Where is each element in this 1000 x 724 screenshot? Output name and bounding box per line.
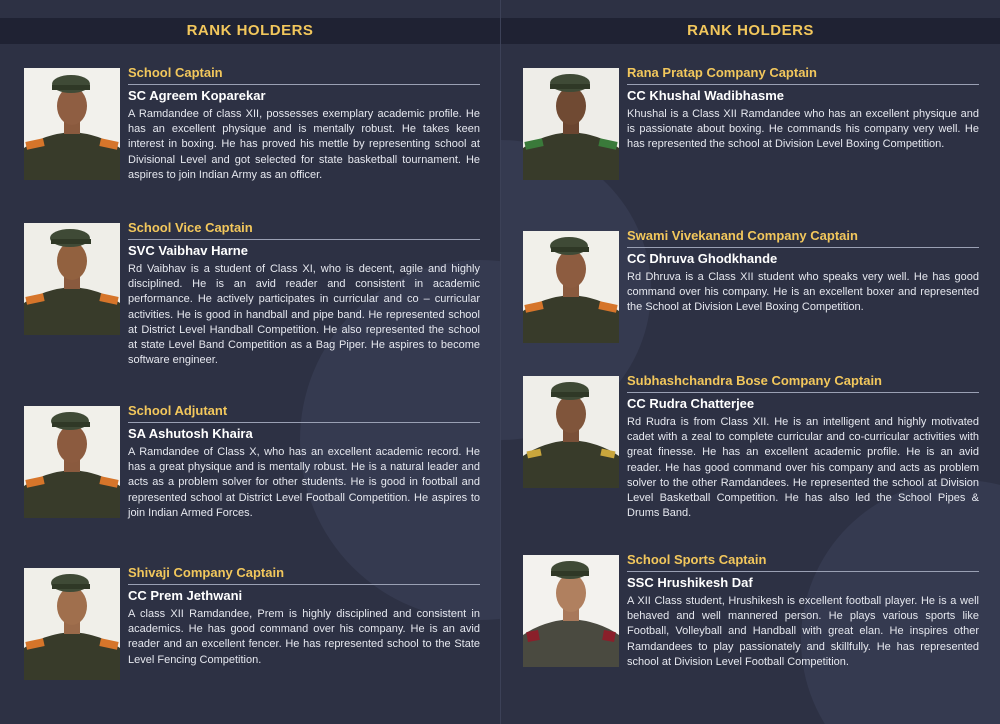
cadet-name: SVC Vaibhav Harne xyxy=(128,243,248,258)
cadet-name: CC Rudra Chatterjee xyxy=(627,396,755,411)
right-page xyxy=(500,0,1000,724)
rank-title: School Vice Captain xyxy=(128,219,480,240)
right-header-title: RANK HOLDERS xyxy=(687,22,814,39)
right-header-band xyxy=(501,18,1000,44)
cadet-photo xyxy=(24,568,120,680)
left-header-title: RANK HOLDERS xyxy=(186,22,314,39)
cadet-name: CC Dhruva Ghodkhande xyxy=(627,251,778,266)
rank-title: School Sports Captain xyxy=(627,551,979,572)
cadet-description: Rd Rudra is from Class XII. He is an intelligent and highly motivated cadet with a zeal to complete curricular and co-curricular activities with great finesse. He has an excellent academic profile. He is an avid reader. He has good command over his company and acts as problem solver to the other Ramdandees. He represented the school at Division Level Basketball Competition. He has also led the School Pipes & Drums Band. xyxy=(627,416,979,520)
rank-title: Swami Vivekanand Company Captain xyxy=(627,227,979,248)
cadet-description: A XII Class student, Hrushikesh is excellent football player. He is a well behaved and well mannered person. He plays various sports like Football, Volleyball and Handball with great elan. He inspires other Ramdandees to play passionately and skillfully. He has represented school at Division Level Football Competition. xyxy=(627,595,979,668)
cadet-description: A Ramdandee of Class X, who has an excellent academic record. He has a great physique and is mentally robust. He is a natural leader and acts as a problem solver for other students. He is good in football and represented school at District Level Football Competition. He aspires to join Indian Armed Forces. xyxy=(128,446,480,519)
cadet-description: A Ramdandee of class XII, possesses exemplary academic profile. He has an excellent physique and is mentally robust. He takes keen interest in boxing. He has proved his mettle by representing school at Divisional Level and got selected for state basketball tournament. He aspires to join Indian Army as an officer. xyxy=(128,108,480,181)
cadet-description: Khushal is a Class XII Ramdandee who has an excellent physique and is passionate about boxing. He commands his company very well. He has represented the school at Division Level Boxing Competition. xyxy=(627,108,979,151)
cadet-description: Rd Vaibhav is a student of Class XI, who is decent, agile and highly disciplined. He is an avid reader and consistent in academic performance. He actively participates in curricular and co – curricular activities. He is good in handball and pipe band. He represented school at District Level Handball Competition. He also represented the school at state Level Band Competition as a Bag Piper. He aspires to become software engineer. xyxy=(128,263,480,367)
rank-title: Rana Pratap Company Captain xyxy=(627,64,979,85)
cadet-description: A class XII Ramdandee, Prem is highly disciplined and consistent in academics. He has good command over his company. He is an avid reader and an excellent fencer. He has represented school to the State Level Fencing Competition. xyxy=(128,608,480,666)
cadet-photo xyxy=(523,376,619,488)
cadet-name: CC Khushal Wadibhasme xyxy=(627,88,784,103)
cadet-photo xyxy=(523,231,619,343)
cadet-photo xyxy=(523,68,619,180)
cadet-name: SA Ashutosh Khaira xyxy=(128,426,253,441)
cadet-photo xyxy=(24,68,120,180)
cadet-photo xyxy=(523,555,619,667)
cadet-name: CC Prem Jethwani xyxy=(128,588,243,603)
rank-title: School Captain xyxy=(128,64,480,85)
cadet-name: SSC Hrushikesh Daf xyxy=(627,575,753,590)
cadet-photo xyxy=(24,223,120,335)
cadet-photo xyxy=(24,406,120,518)
rank-title: Subhashchandra Bose Company Captain xyxy=(627,372,979,393)
cadet-description: Rd Dhruva is a Class XII student who speaks very well. He has good command over his company. He is an excellent boxer and represented the School at Division Level Boxing Competition. xyxy=(627,271,979,314)
rank-title: School Adjutant xyxy=(128,402,480,423)
left-header-band xyxy=(0,18,500,44)
cadet-name: SC Agreem Koparekar xyxy=(128,88,266,103)
rank-title: Shivaji Company Captain xyxy=(128,564,480,585)
